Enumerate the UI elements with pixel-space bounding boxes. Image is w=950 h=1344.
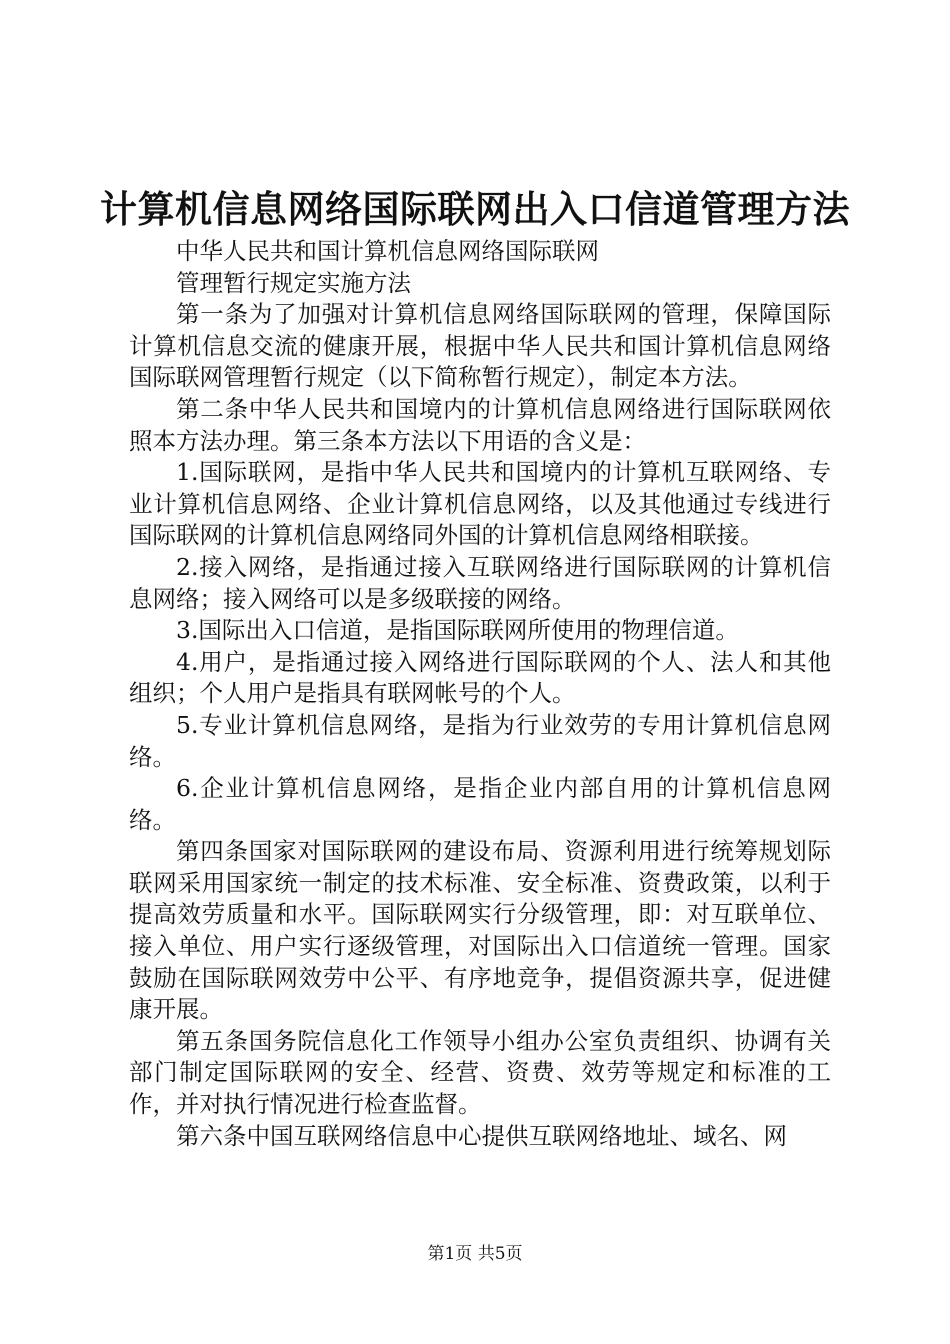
definition-5-paragraph: 5.专业计算机信息网络，是指为行业效劳的专用计算机信息网络。 <box>129 710 831 771</box>
definition-4-paragraph: 4.用户，是指通过接入网络进行国际联网的个人、法人和其他组织；个人用户是指具有联网帐号的个人。 <box>129 647 831 708</box>
document-title: 计算机信息网络国际联网出入口信道管理方法 <box>100 187 850 231</box>
article-5-paragraph: 第五条国务院信息化工作领导小组办公室负责组织、协调有关部门制定国际联网的安全、经营、资费、效劳等规定和标准的工作，并对执行情况进行检查监督。 <box>129 1026 831 1119</box>
subtitle-line-1: 中华人民共和国计算机信息网络国际联网 <box>176 237 599 265</box>
article-1-paragraph: 第一条为了加强对计算机信息网络国际联网的管理，保障国际计算机信息交流的健康开展，根据中华人民共和国计算机信息网络国际联网管理暂行规定（以下简称暂行规定），制定本方法。 <box>129 300 831 392</box>
article-2-3-paragraph: 第二条中华人民共和国境内的计算机信息网络进行国际联网依照本方法办理。第三条本方法以下用语的含义是： <box>129 394 831 455</box>
definition-2-paragraph: 2.接入网络，是指通过接入互联网络进行国际联网的计算机信息网络；接入网络可以是多级联接的网络。 <box>129 552 831 613</box>
article-6-paragraph: 第六条中国互联网络信息中心提供互联网络地址、域名、网 <box>176 1121 787 1150</box>
subtitle-line-2: 管理暂行规定实施方法 <box>176 268 411 297</box>
definition-6-paragraph: 6.企业计算机信息网络，是指企业内部自用的计算机信息网络。 <box>129 774 831 834</box>
page-number-footer: 第1页 共5页 <box>427 1244 523 1264</box>
article-4-paragraph: 第四条国家对国际联网的建设布局、资源利用进行统筹规划际联网采用国家统一制定的技术标准、安全标准、资费政策，以利于提高效劳质量和水平。国际联网实行分级管理，即：对互联单位、接入单位、用户实行逐级管理，对国际出入口信道统一管理。国家鼓励在国际联网效劳中公平、有序地竞争，提倡资源共享，促进健康开展。 <box>129 837 831 1024</box>
document-body <box>129 236 831 1152</box>
definition-1-paragraph: 1.国际联网，是指中华人民共和国境内的计算机互联网络、专业计算机信息网络、企业计算机信息网络，以及其他通过专线进行国际联网的计算机信息网络同外国的计算机信息网络相联接。 <box>129 458 831 550</box>
definition-3-paragraph: 3.国际出入口信道，是指国际联网所使用的物理信道。 <box>176 616 739 645</box>
